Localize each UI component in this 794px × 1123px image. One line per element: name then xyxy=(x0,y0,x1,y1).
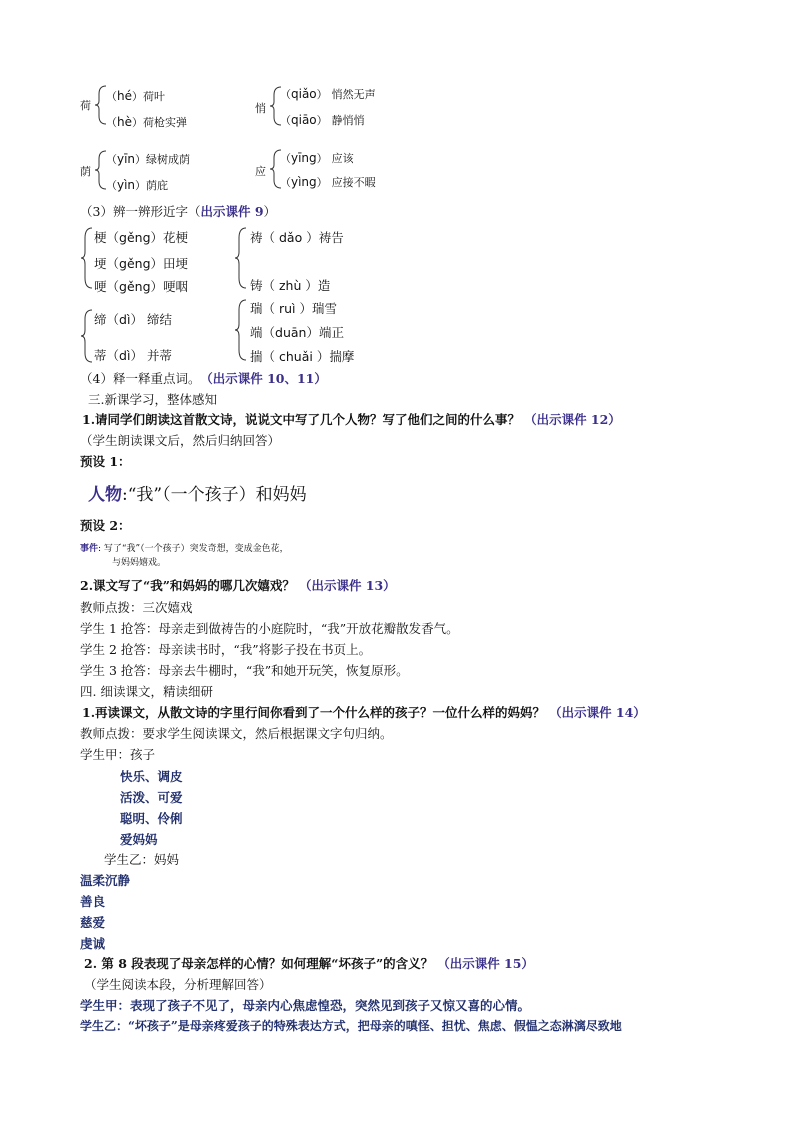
courseware-cue: （出示课件 14） xyxy=(549,705,646,720)
paren-close: ） xyxy=(132,90,143,103)
paren-close: ） xyxy=(150,279,164,294)
similar-char-row xyxy=(250,228,344,246)
section-title-text: （3）辨一辨形近字（ xyxy=(80,204,201,219)
char: 蒂（ xyxy=(94,348,120,363)
paren-close: ） xyxy=(316,114,328,127)
courseware-cue: （出示课件 12） xyxy=(524,412,621,427)
word: 端正 xyxy=(318,325,344,340)
pinyin: yīng xyxy=(291,151,317,165)
paren-close: ） xyxy=(301,278,318,293)
word: 荷枪实弹 xyxy=(143,116,187,129)
pinyin: qiāo xyxy=(291,113,317,127)
paren-close: ） xyxy=(312,349,330,364)
part4-q1 xyxy=(80,703,646,721)
teacher-hint: 教师点拨：三次嬉戏 xyxy=(80,600,193,615)
poly-char-qiao: 悄 xyxy=(255,102,266,115)
section-title-text: （4）释一释重点词。 xyxy=(80,371,201,386)
word: 揣摩 xyxy=(329,349,355,364)
brace-icon xyxy=(80,226,94,290)
word: 绿树成荫 xyxy=(146,153,191,166)
mom-trait: 温柔沉静 xyxy=(80,873,131,888)
pinyin: yīn xyxy=(117,152,136,166)
part3-q1-note: （学生朗读课文后，然后归纳回答） xyxy=(80,433,281,448)
char: 端（ xyxy=(250,325,276,340)
event-label: 事件 xyxy=(80,544,99,554)
preset-2: 预设 2： xyxy=(80,518,131,533)
courseware-cue: （出示课件 15） xyxy=(437,956,534,971)
word: 荷叶 xyxy=(143,90,165,103)
poly-row xyxy=(280,150,354,166)
word: 瑞雪 xyxy=(312,301,338,316)
poly-char-yin: 荫 xyxy=(80,165,91,178)
char: 铸（ xyxy=(250,278,279,293)
word: 田埂 xyxy=(163,256,189,271)
paren-open: （ xyxy=(106,179,117,192)
pinyin: duān xyxy=(275,325,307,340)
poly-row xyxy=(106,177,168,193)
brace-icon xyxy=(80,308,94,364)
child-trait: 活泼、可爱 xyxy=(120,790,183,805)
paren-close: ） xyxy=(295,301,313,316)
char: 梗（ xyxy=(94,230,120,245)
paren-close: ） xyxy=(316,152,328,165)
similar-char-row xyxy=(250,299,337,317)
char: 哽（ xyxy=(94,279,120,294)
mom-trait: 慈爱 xyxy=(80,915,106,930)
word: 悄然无声 xyxy=(331,88,376,101)
similar-char-row xyxy=(250,276,330,294)
similar-char-row xyxy=(94,254,188,272)
word: 荫庇 xyxy=(146,179,169,192)
student-answer-3: 学生 3 抢答：母亲去牛棚时，“我”和她开玩笑，恢复原形。 xyxy=(80,663,409,678)
mom-trait: 善良 xyxy=(80,894,106,909)
char: 瑞（ xyxy=(250,301,279,316)
pinyin: hè xyxy=(117,115,132,129)
paren-close: ） xyxy=(306,325,319,340)
word: 应接不暇 xyxy=(331,176,376,189)
poly-row xyxy=(106,151,190,167)
part3-q2 xyxy=(80,576,396,594)
event-line-2: 与妈妈嬉戏。 xyxy=(112,558,167,568)
pinyin: dǎo xyxy=(278,230,303,245)
paren-close: ） xyxy=(302,230,319,245)
child-trait: 聪明、伶俐 xyxy=(120,811,183,826)
similar-char-row xyxy=(250,323,344,341)
paren-close: ） xyxy=(263,204,277,219)
pinyin: gěng xyxy=(119,230,151,245)
question-text: 1.请同学们朗读这首散文诗，说说文中写了几个人物？写了他们之间的什么事？ xyxy=(82,412,521,427)
similar-char-row xyxy=(250,347,354,365)
pinyin: dì xyxy=(119,348,131,363)
similar-char-row xyxy=(94,277,188,295)
word: 并蒂 xyxy=(146,348,172,363)
paren-open: （ xyxy=(106,90,117,103)
paren-open: （ xyxy=(280,152,291,165)
courseware-cue: （出示课件 13） xyxy=(298,578,396,593)
section-3-title xyxy=(80,202,276,220)
section-4-title xyxy=(80,369,327,387)
part4-heading: 四. 细读课文，精读细研 xyxy=(80,684,213,699)
paren-close: ） xyxy=(132,116,143,129)
student-answer-2: 学生 2 抢答：母亲读书时，“我”将影子投在书页上。 xyxy=(80,642,372,657)
event-line-1 xyxy=(80,541,289,554)
paren-open: （ xyxy=(280,114,291,127)
char: 祷（ xyxy=(250,230,279,245)
poly-char-he: 荷 xyxy=(80,99,91,112)
char: 缔（ xyxy=(94,312,120,327)
pinyin: zhù xyxy=(278,278,302,293)
word: 缔结 xyxy=(146,312,172,327)
poly-char-ying: 应 xyxy=(255,165,266,178)
pinyin: dì xyxy=(119,312,131,327)
paren-open: （ xyxy=(106,153,117,166)
pinyin: chuǎi xyxy=(278,349,313,364)
pinyin: yìng xyxy=(291,175,317,189)
paren-close: ） xyxy=(130,348,143,363)
char: 揣（ xyxy=(250,349,279,364)
similar-char-row xyxy=(94,346,172,364)
poly-row xyxy=(106,114,187,130)
paren-open: （ xyxy=(106,116,117,129)
paren-close: ） xyxy=(150,256,164,271)
mom-trait: 虔诚 xyxy=(80,936,106,951)
brace-icon xyxy=(234,298,248,362)
char: 埂（ xyxy=(94,256,120,271)
child-trait: 爱妈妈 xyxy=(120,832,158,847)
paren-close: ） xyxy=(135,153,147,166)
similar-char-row xyxy=(94,228,188,246)
pinyin: yìn xyxy=(117,178,136,192)
poly-row xyxy=(280,174,376,190)
pinyin: gěng xyxy=(119,279,151,294)
student-answer-1: 学生 1 抢答：母亲走到做祷告的小庭院时，“我”开放花瓣散发香气。 xyxy=(80,621,459,636)
question-text: 2.课文写了“我”和妈妈的哪几次嬉戏？ xyxy=(80,578,295,593)
child-trait: 快乐、调皮 xyxy=(120,769,183,784)
student-b-answer: 学生乙：“坏孩子”是母亲疼爱孩子的特殊表达方式，把母亲的嗔怪、担忧、焦虑、假愠之态淋漓尽致地 xyxy=(80,1019,622,1033)
poly-row xyxy=(106,88,165,104)
question-text: 1.再读课文，从散文诗的字里行间你看到了一个什么样的孩子？一位什么样的妈妈？ xyxy=(82,705,546,720)
word: 祷告 xyxy=(318,230,344,245)
paren-close: ） xyxy=(130,312,143,327)
people-line xyxy=(88,480,307,505)
student-a-label: 学生甲：孩子 xyxy=(80,747,156,762)
paren-open: （ xyxy=(280,88,291,101)
poly-row xyxy=(280,112,365,128)
brace-icon xyxy=(234,226,248,290)
preset-1: 预设 1： xyxy=(80,454,131,469)
word: 哽咽 xyxy=(163,279,189,294)
pinyin: hé xyxy=(117,89,132,103)
word: 花梗 xyxy=(163,230,189,245)
student-b-label: 学生乙：妈妈 xyxy=(104,852,180,867)
paren-close: ） xyxy=(316,88,328,101)
people-label: 人物 xyxy=(88,485,122,505)
part4-q2-note: （学生阅读本段，分析理解回答） xyxy=(84,977,272,992)
similar-char-row xyxy=(94,310,172,328)
word: 静悄悄 xyxy=(331,114,365,127)
courseware-cue: 出示课件 9 xyxy=(200,204,264,219)
question-text: 2. 第 8 段表现了母亲怎样的心情？如何理解“坏孩子”的含义？ xyxy=(84,956,434,971)
teacher-requirement: 教师点拨：要求学生阅读课文，然后根据课文字句归纳。 xyxy=(80,726,393,741)
word: 造 xyxy=(317,278,331,293)
event-text: : 写了“我”（一个孩子）突发奇想，变成金色花， xyxy=(98,544,289,554)
part3-q1 xyxy=(80,410,621,428)
pinyin: ruì xyxy=(278,301,296,316)
paren-close: ） xyxy=(135,179,147,192)
part3-heading: 三.新课学习，整体感知 xyxy=(88,392,217,407)
student-a-answer: 学生甲：表现了孩子不见了，母亲内心焦虑惶恐，突然见到孩子又惊又喜的心情。 xyxy=(80,998,531,1013)
paren-close: ） xyxy=(150,230,164,245)
courseware-cue: （出示课件 10、11） xyxy=(206,371,327,386)
people-text: :“我”（一个孩子）和妈妈 xyxy=(122,485,307,505)
poly-row xyxy=(280,86,376,102)
paren-close: ） xyxy=(316,176,328,189)
pinyin: qiǎo xyxy=(291,87,317,101)
pinyin: gěng xyxy=(119,256,151,271)
paren-open: （ xyxy=(280,176,291,189)
part4-q2 xyxy=(84,954,534,972)
word: 应该 xyxy=(331,152,354,165)
